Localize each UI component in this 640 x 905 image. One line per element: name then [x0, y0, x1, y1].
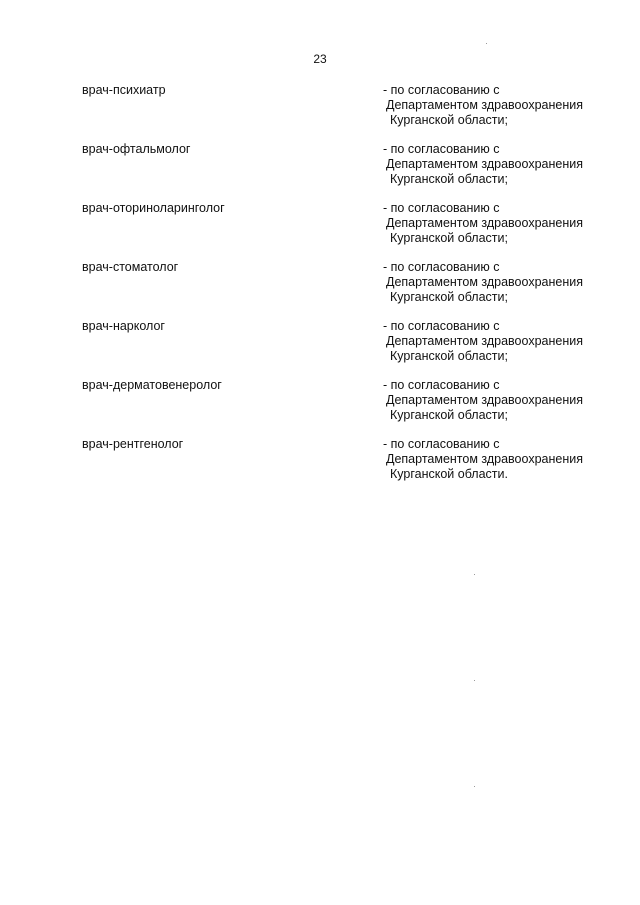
list-item [0, 319, 640, 378]
specialty-name: врач-офтальмолог [82, 142, 191, 156]
scan-speck [474, 574, 475, 575]
approval-note-line: Курганской области; [390, 113, 508, 127]
scan-speck [474, 680, 475, 681]
specialty-name: врач-нарколог [82, 319, 165, 333]
approval-note-line: - по согласованию с [383, 201, 500, 215]
page-number: 23 [313, 52, 327, 66]
approval-note-line: Департаментом здравоохранения [386, 157, 583, 171]
approval-note-line: Курганской области; [390, 290, 508, 304]
scan-speck [486, 43, 487, 44]
list-item [0, 83, 640, 142]
approval-note-line: Курганской области; [390, 349, 508, 363]
specialty-name: врач-дерматовенеролог [82, 378, 222, 392]
approval-note-line: - по согласованию с [383, 319, 500, 333]
approval-note-line: - по согласованию с [383, 437, 500, 451]
approval-note [383, 260, 583, 305]
approval-note-line: Департаментом здравоохранения [386, 334, 583, 348]
list-item [0, 437, 640, 496]
list-item [0, 260, 640, 319]
approval-note-line: Департаментом здравоохранения [386, 98, 583, 112]
list-item [0, 378, 640, 437]
approval-note [383, 201, 583, 246]
approval-note [383, 437, 583, 482]
specialty-name: врач-психиатр [82, 83, 166, 97]
specialist-list [0, 83, 640, 496]
approval-note [383, 142, 583, 187]
approval-note-line: Курганской области. [390, 467, 508, 481]
scan-speck [474, 786, 475, 787]
approval-note-line: Департаментом здравоохранения [386, 452, 583, 466]
approval-note-line: - по согласованию с [383, 142, 500, 156]
approval-note-line: Департаментом здравоохранения [386, 393, 583, 407]
approval-note-line: - по согласованию с [383, 260, 500, 274]
approval-note-line: Департаментом здравоохранения [386, 275, 583, 289]
approval-note-line: - по согласованию с [383, 378, 500, 392]
approval-note [383, 378, 583, 423]
specialty-name: врач-оториноларинголог [82, 201, 225, 215]
approval-note-line: - по согласованию с [383, 83, 500, 97]
approval-note-line: Курганской области; [390, 231, 508, 245]
specialty-name: врач-стоматолог [82, 260, 179, 274]
approval-note-line: Курганской области; [390, 172, 508, 186]
list-item [0, 201, 640, 260]
specialty-name: врач-рентгенолог [82, 437, 184, 451]
approval-note-line: Курганской области; [390, 408, 508, 422]
approval-note-line: Департаментом здравоохранения [386, 216, 583, 230]
approval-note [383, 83, 583, 128]
approval-note [383, 319, 583, 364]
list-item [0, 142, 640, 201]
